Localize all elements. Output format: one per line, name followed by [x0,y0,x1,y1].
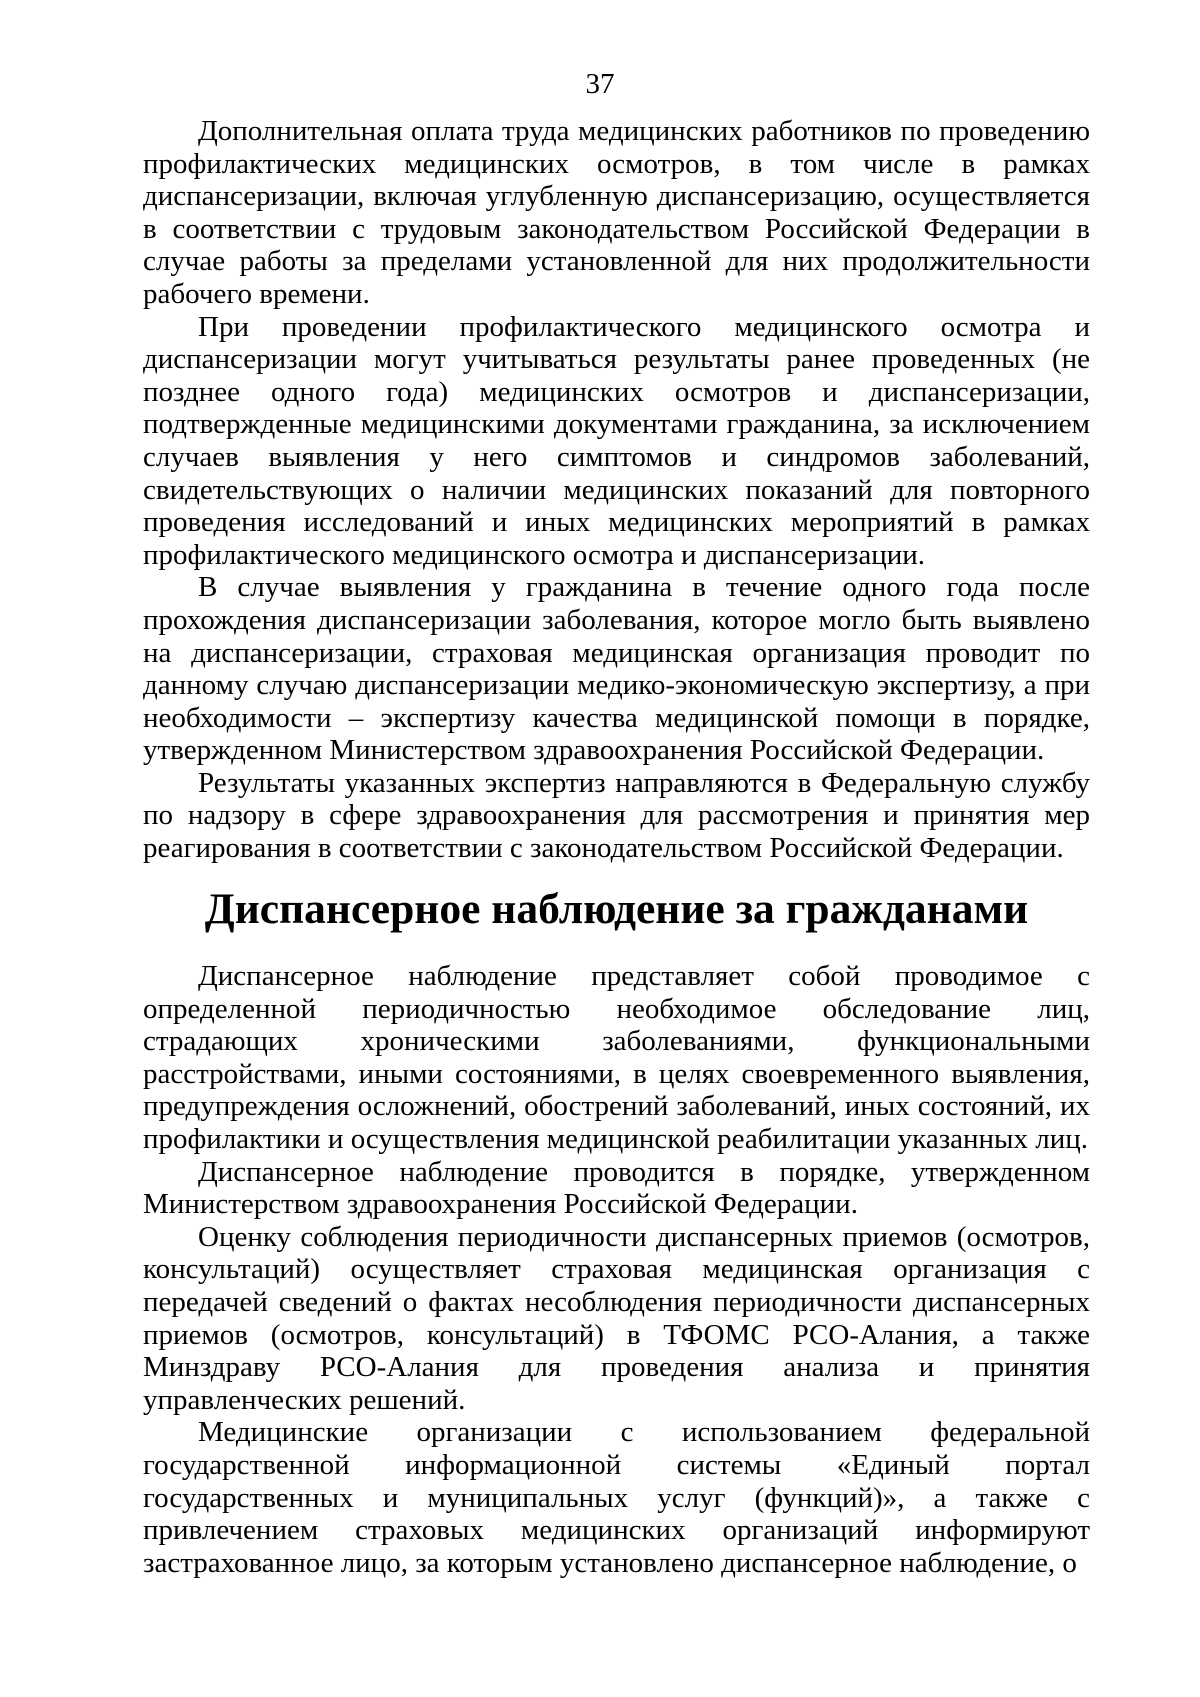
paragraph-observation-definition: Диспансерное наблюдение представляет собой проводимое с определенной периодичностью необходимое обследование лиц, страдающих хроническими заболеваниями, функциональными расстройствами, иными состояниями, в целях своевременного выявления, предупреждения осложнений, обострений заболеваний, иных состояний, их профилактики и осуществления медицинской реабилитации указанных лиц. [143,960,1090,1155]
paragraph-examination-expertise: В случае выявления у гражданина в течение одного года после прохождения диспансеризации заболевания, которое могло быть выявлено на диспансеризации, страховая медицинская организация проводит по данному случаю диспансеризации медико-экономическую экспертизу, а при необходимости – экспертизу качества медицинской помощи в порядке, утвержденном Министерством здравоохранения Российской Федерации. [143,571,1090,767]
paragraph-expertise-results: Результаты указанных экспертиз направляются в Федеральную службу по надзору в сфере здравоохранения для рассмотрения и принятия мер реагирования в соответствии с законодательством Российской Федерации. [143,766,1090,865]
paragraph-additional-payment: Дополнительная оплата труда медицинских работников по проведению профилактических медицинских осмотров, в том числе в рамках диспансеризации, включая углубленную диспансеризацию, осуществляется в соответствии с трудовым законодательством Российской Федерации в случае работы за пределами установленной для них продолжительности рабочего времени. [143,115,1090,310]
page-number: 37 [585,68,615,100]
section-dispensary-observation [143,960,1090,1579]
paragraph-periodicity-assessment: Оценку соблюдения периодичности диспансерных приемов (осмотров, консультаций) осуществляет страховая медицинская организация с передачей сведений о фактах несоблюдения периодичности диспансерных приемов (осмотров, консультаций) в ТФОМС РСО-Алания, а также Минздраву РСО-Алания для проведения анализа и принятия управленческих решений. [143,1220,1090,1416]
paragraph-informing-insured: Медицинские организации с использованием федеральной государственной информационной системы «Единый портал государственных и муниципальных услуг (функций)», а также с привлечением страховых медицинских организаций информируют застрахованное лицо, за которым установлено диспансерное наблюдение, о [143,1416,1090,1579]
section-additional-payment [143,115,1090,865]
section-heading: Диспансерное наблюдение за гражданами [204,885,1029,933]
paragraph-previous-results: При проведении профилактического медицинского осмотра и диспансеризации могут учитываться результаты ранее проведенных (не позднее одного года) медицинских осмотров и диспансеризации, подтвержденные медицинскими документами гражданина, за исключением случаев выявления у него симптомов и синдромов заболеваний, свидетельствующих о наличии медицинских показаний для повторного проведения исследований и иных медицинских мероприятий в рамках профилактического медицинского осмотра и диспансеризации. [143,310,1090,571]
paragraph-observation-procedure: Диспансерное наблюдение проводится в порядке, утвержденном Министерством здравоохранения Российской Федерации. [143,1155,1090,1221]
